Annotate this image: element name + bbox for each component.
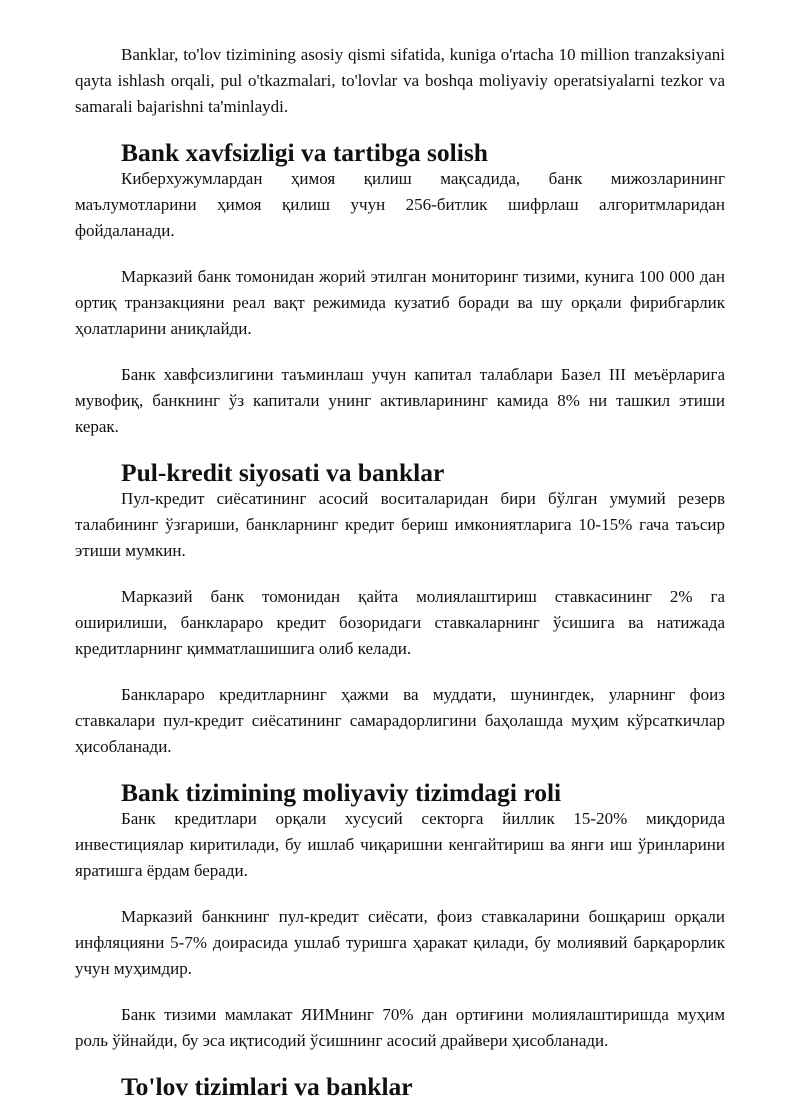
section-bank-security (75, 140, 725, 440)
paragraph: Марказий банк томонидан жорий этилган мониторинг тизими, кунига 100 000 дан ортиқ транзакцияни реал вақт режимида кузатиб боради ва шу орқали фирибгарлик ҳолатларини аниқлайди. (75, 267, 725, 338)
section-monetary-policy (75, 460, 725, 760)
section-heading: Pul-kredit siyosati va banklar (121, 458, 445, 487)
paragraph: Киберхужумлардан ҳимоя қилиш мақсадида, банк мижозларининг маълумотларини ҳимоя қилиш учун 256-битлик шифрлаш алгоритмларидан фойдаланади. (75, 169, 725, 240)
section-heading: Bank xavfsizligi va tartibga solish (121, 138, 488, 167)
paragraph: Банк хавфсизлигини таъминлаш учун капитал талаблари Базел III меъёрларига мувофиқ, банкнинг ўз капитали унинг активларининг камида 8% ни ташкил этиши керак. (75, 365, 725, 436)
section-heading: Bank tizimining moliyaviy tizimdagi roli (121, 778, 562, 807)
section-payment-systems (75, 1074, 725, 1100)
paragraph: Банк тизими мамлакат ЯИМнинг 70% дан ортиғини молиялаштиришда муҳим роль ўйнайди, бу эса иқтисодий ўсишнинг асосий драйвери ҳисобланади. (75, 1005, 725, 1050)
paragraph: Марказий банк томонидан қайта молиялаштириш ставкасининг 2% га оширилиши, банклараро кредит бозоридаги ставкаларнинг ўсишига ва натижада кредитларнинг қимматлашишига олиб келади. (75, 587, 725, 658)
intro-paragraph: Banklar, to'lov tizimining asosiy qismi sifatida, kuniga o'rtacha 10 million tranzaksiyani qayta ishlash orqali, pul o'tkazmalari, to'lovlar va boshqa moliyaviy operatsiyalarni tezkor va samarali bajarishni ta'minlaydi. (75, 45, 725, 116)
paragraph: Марказий банкнинг пул-кредит сиёсати, фоиз ставкаларини бошқариш орқали инфляцияни 5-7% доирасида ушлаб туришга ҳаракат қилади, бу молиявий барқарорлик учун муҳимдир. (75, 907, 725, 978)
section-banking-role (75, 780, 725, 1054)
paragraph: Банклараро кредитларнинг ҳажми ва муддати, шунингдек, уларнинг фоиз ставкалари пул-кредит сиёсатининг самарадорлигини баҳолашда муҳим кўрсаткичлар ҳисобланади. (75, 685, 725, 756)
section-heading: To'lov tizimlari va banklar (121, 1072, 413, 1101)
paragraph: Пул-кредит сиёсатининг асосий воситаларидан бири бўлган умумий резерв талабининг ўзгариши, банкларнинг кредит бериш имкониятларига 10-15% гача таъсир этиши мумкин. (75, 489, 725, 560)
document-page (75, 42, 725, 1100)
paragraph: Банк кредитлари орқали хусусий секторга йиллик 15-20% миқдорида инвестициялар киритилади, бу ишлаб чиқаришни кенгайтириш ва янги иш ўринларини яратишга ёрдам беради. (75, 809, 725, 880)
